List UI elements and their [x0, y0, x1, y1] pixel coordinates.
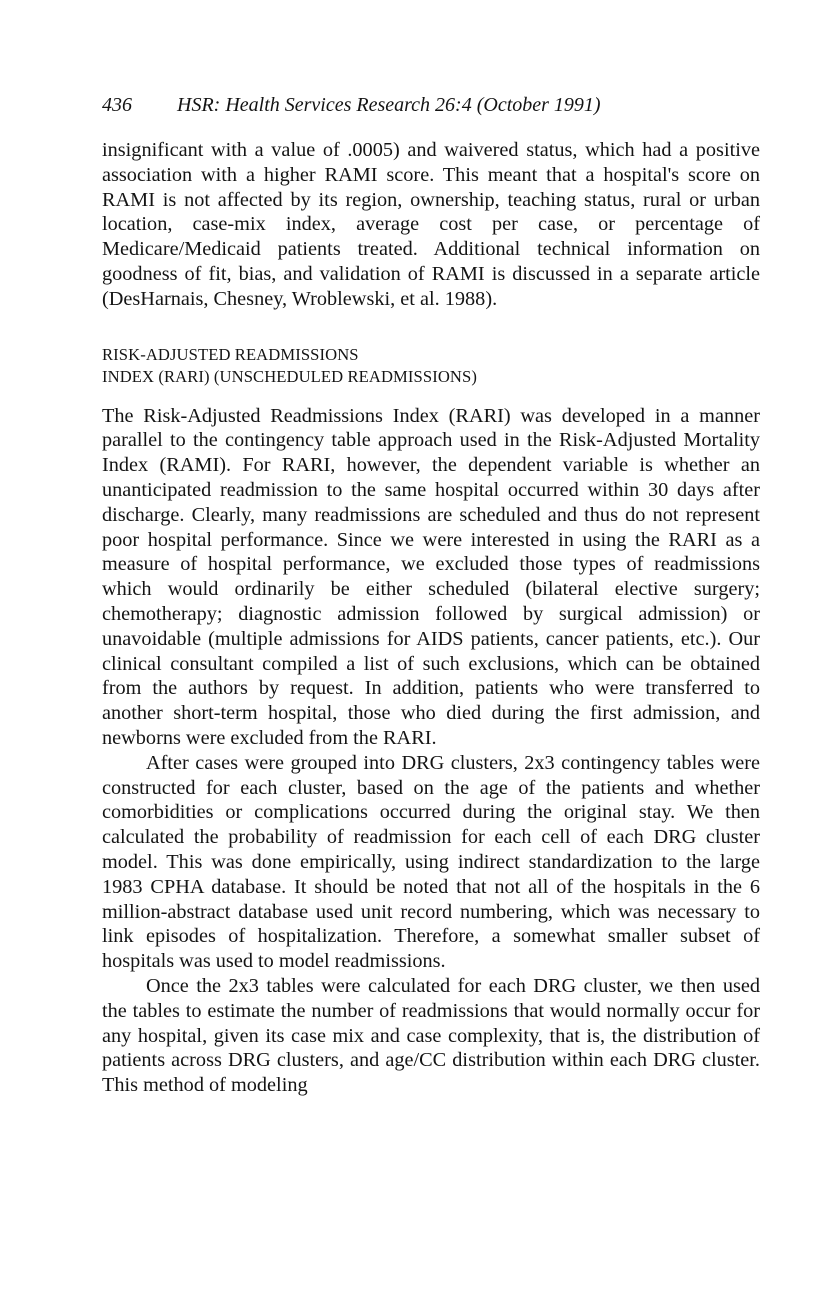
- section-heading-line-2: INDEX (RARI) (UNSCHEDULED READMISSIONS): [102, 366, 477, 386]
- section-heading-rari: [102, 344, 760, 388]
- paragraph-rari-intro: The Risk-Adjusted Readmissions Index (RARI) was developed in a manner parallel to the contingency table approach used in the Risk-Adjusted Mortality Index (RAMI). For RARI, however, the dependent variable is whether an unanticipated readmission to the same hospital occurred within 30 days after discharge. Clearly, many readmissions are scheduled and thus do not represent poor hospital performance. Since we were interested in using the RARI as a measure of hospital performance, we excluded those types of readmissions which would ordinarily be either scheduled (bilateral elective surgery; chemotherapy; diagnostic admission followed by surgical admission) or unavoidable (multiple admissions for AIDS patients, cancer patients, etc.). Our clinical consultant compiled a list of such exclusions, which can be obtained from the authors by request. In addition, patients who were transferred to another short-term hospital, those who died during the first admission, and newborns were excluded from the RARI.: [102, 404, 760, 749]
- paragraph-drg-clusters: After cases were grouped into DRG clusters, 2x3 contingency tables were constructed for each cluster, based on the age of the patients and whether comorbidities or complications occurred during the original stay. We then calculated the probability of readmission for each cell of each DRG cluster model. This was done empirically, using indirect standardization to the large 1983 CPHA database. It should be noted that not all of the hospitals in the 6 million-abstract database used unit record numbering, which was necessary to link episodes of hospitalization. Therefore, a somewhat smaller subset of hospitals was used to model readmissions.: [102, 751, 760, 973]
- journal-citation: HSR: Health Services Research 26:4 (October 1991): [177, 94, 601, 116]
- running-head: [102, 92, 760, 118]
- page: [102, 92, 760, 1098]
- paragraph-estimation: Once the 2x3 tables were calculated for each DRG cluster, we then used the tables to estimate the number of readmissions that would normally occur for any hospital, given its case mix and case complexity, that is, the distribution of patients across DRG clusters, and age/CC distribution within each DRG cluster. This method of modeling: [102, 974, 760, 1097]
- page-number: 436: [102, 94, 132, 116]
- section-heading-line-1: RISK-ADJUSTED READMISSIONS: [102, 344, 359, 364]
- paragraph-rami-continuation: insignificant with a value of .0005) and waivered status, which had a positive association with a higher RAMI score. This meant that a hospital's score on RAMI is not affected by its region, ownership, teaching status, rural or urban location, case-mix index, average cost per case, or percentage of Medicare/Medicaid patients treated. Additional technical information on goodness of fit, bias, and validation of RAMI is discussed in a separate article (DesHarnais, Chesney, Wroblewski, et al. 1988).: [102, 139, 760, 310]
